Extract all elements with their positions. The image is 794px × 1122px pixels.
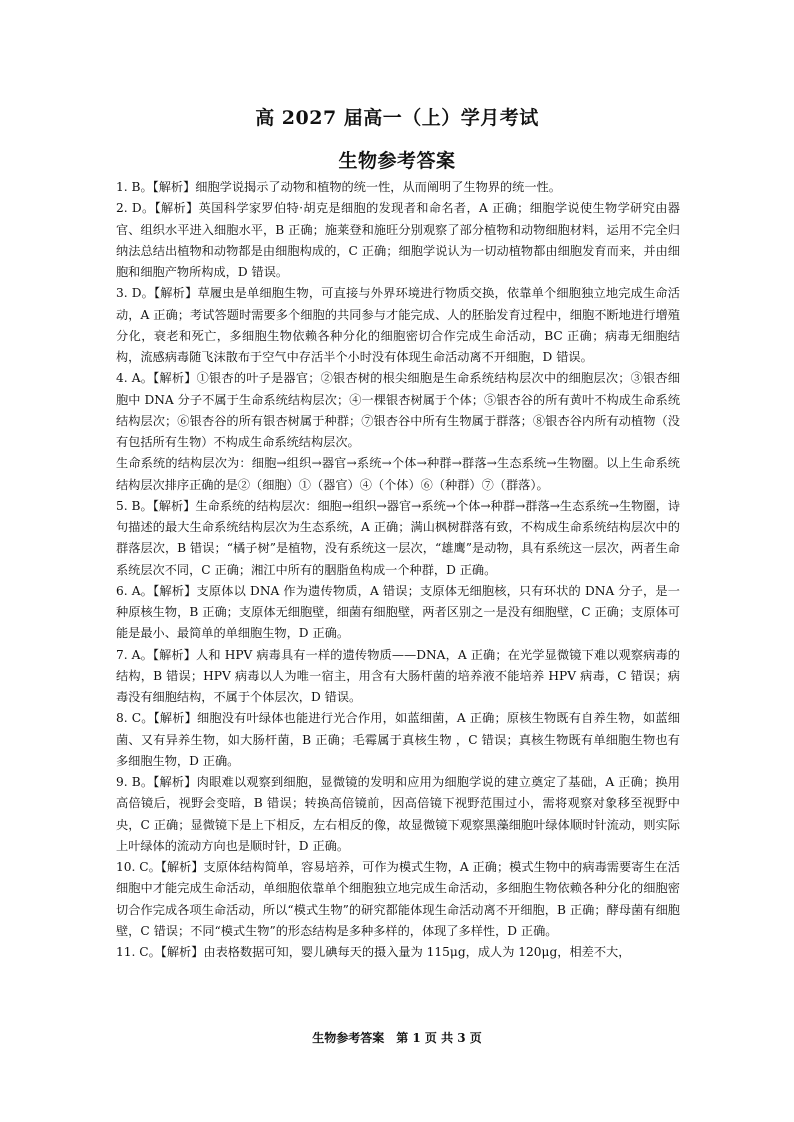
exam-title: 高 2027 届高一（上）学月考试: [255, 107, 539, 129]
answer-item-11: 11. C。【解析】由表格数据可知，婴儿碘每天的摄入量为 115μg，成人为 120μg，相差不大，: [116, 945, 631, 959]
answer-item-5: 5. B。【解析】生命系统的结构层次：细胞→组织→器官→系统→个体→种群→群落→生态系统→生物圈，诗句描述的最大生命系统结构层次为生态系统，A 正确；满山枫树群落有致，不构成生命系统结构层次中的群落层次，B 错误；“橘子树”是植物，没有系统这一层次，“雄鹰”是动物，具有系统这一层次，两者生命系统层次不同，C 正确；湘江中所有的胭脂鱼构成一个种群，D 正确。: [116, 498, 680, 577]
answer-item-2: 2. D。【解析】英国科学家罗伯特·胡克是细胞的发现者和命名者，A 正确；细胞学说使生物学研究由器官、组织水平进入细胞水平，B 正确；施莱登和施旺分别观察了部分植物和动物细胞材料，运用不完全归纳法总结出植物和动物都是由细胞构成的，C 正确；细胞学说认为一切动植物都由细胞发育而来，并由细胞和细胞产物所构成，D 错误。: [116, 201, 680, 279]
page-footer: 生物参考答案 第 1 页 共 3 页: [312, 1031, 482, 1045]
answer-item-10: 10. C。【解析】支原体结构简单，容易培养，可作为模式生物，A 正确；模式生物中的病毒需要寄生在活细胞中才能完成生命活动，单细胞依靠单个细胞独立地完成生命活动，多细胞生物依赖各种分化的细胞密切合作完成各项生命活动，所以“模式生物”的研究都能体现生命活动离不开细胞，B 正确；酵母菌有细胞壁，C 错误；不同“模式生物”的形态结构是多种多样的，体现了多样性，D 正确。: [116, 860, 680, 938]
answer-list: [116, 177, 680, 963]
document-subtitle: 生物参考答案: [338, 150, 456, 172]
answer-item-6: 6. A。【解析】支原体以 DNA 作为遗传物质，A 错误；支原体无细胞核，只有环状的 DNA 分子，是一种原核生物，B 正确；支原体无细胞壁，细菌有细胞壁，两者区别之一是没有细胞壁，C 正确；支原体可能是最小、最简单的单细胞生物，D 正确。: [116, 583, 680, 641]
answer-item-3: 3. D。【解析】草履虫是单细胞生物，可直接与外界环境进行物质交换，依靠单个细胞独立地完成生命活动，A 正确；考试答题时需要多个细胞的共同参与才能完成、人的胚胎发育过程中，细胞不断地进行增殖分化，衰老和死亡，多细胞生物依赖各种分化的细胞密切合作完成生命活动，BC 正确；病毒无细胞结构，流感病毒随飞沫散布于空气中存活半个小时没有体现生命活动离不开细胞，D 错误。: [116, 286, 680, 364]
answer-item-8: 8. C。【解析】细胞没有叶绿体也能进行光合作用，如蓝细菌，A 正确；原核生物既有自养生物，如蓝细菌、又有异养生物，如大肠杆菌，B 正确；毛霉属于真核生物 ，C 错误；真核生物既有单细胞生物也有多细胞生物，D 正确。: [116, 711, 680, 768]
answer-item-4-continued: 生命系统的结构层次为：细胞→组织→器官→系统→个体→种群→群落→生态系统→生物圈。以上生命系统结构层次排序正确的是②（细胞）①（器官）④（个体）⑥（种群）⑦（群落）。: [116, 456, 680, 492]
answer-item-1: 1. B。【解析】细胞学说揭示了动物和植物的统一性，从而阐明了生物界的统一性。: [116, 180, 561, 194]
answer-item-7: 7. A。【解析】人和 HPV 病毒具有一样的遗传物质——DNA，A 正确；在光学显微镜下难以观察病毒的结构，B 错误；HPV 病毒以人为唯一宿主，用含有大肠杆菌的培养液不能培养 HPV 病毒，C 错误；病毒没有细胞结构，不属于个体层次，D 错误。: [116, 647, 680, 704]
answer-item-4: 4. A。【解析】①银杏的叶子是器官；②银杏树的根尖细胞是生命系统结构层次中的细胞层次；③银杏细胞中 DNA 分子不属于生命系统结构层次；④一棵银杏树属于个体；⑤银杏谷的所有黄叶不构成生命系统结构层次；⑥银杏谷的所有银杏树属于种群；⑦银杏谷中所有生物属于群落；⑧银杏谷内所有动植物（没有包括所有生物）不构成生命系统结构层次。: [116, 371, 680, 449]
answer-item-9: 9. B。【解析】肉眼难以观察到细胞，显微镜的发明和应用为细胞学说的建立奠定了基础，A 正确；换用高倍镜后，视野会变暗，B 错误；转换高倍镜前，因高倍镜下视野范围过小，需将观察对象移至视野中央，C 正确；显微镜下是上下相反，左右相反的像，故显微镜下观察黑藻细胞叶绿体顺时针流动，则实际上叶绿体的流动方向也是顺时针，D 正确。: [116, 775, 680, 853]
